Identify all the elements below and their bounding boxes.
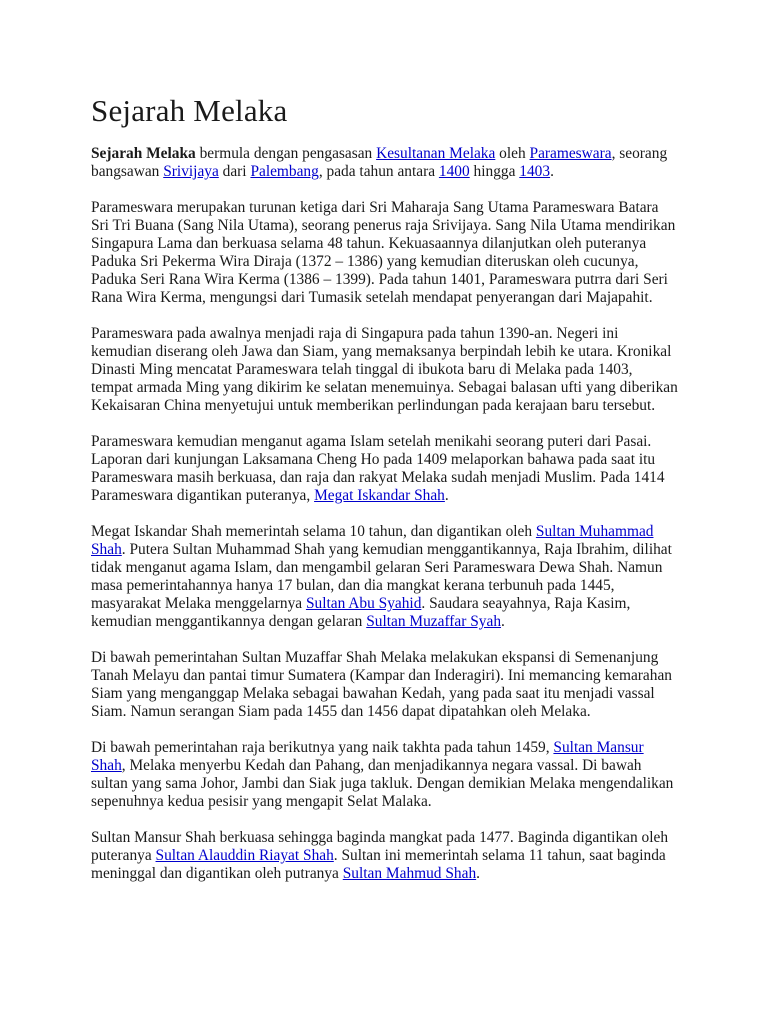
- paragraph-text: dari: [218, 163, 251, 180]
- paragraph-text: , pada tahun antara: [318, 163, 439, 180]
- paragraph-text: Megat Iskandar Shah memerintah selama 10 tahun, dan digantikan oleh: [91, 523, 536, 540]
- inline-link[interactable]: Srivijaya: [163, 163, 219, 180]
- inline-link[interactable]: Sultan Muhammad Shah: [91, 523, 654, 558]
- paragraph-text: . Saudara seayahnya, Raja Kasim, kemudian menggantikannya dengan gelaran: [91, 595, 631, 630]
- inline-link[interactable]: 1400: [438, 163, 470, 180]
- article-body: [91, 145, 678, 883]
- inline-link[interactable]: Kesultanan Melaka: [376, 145, 496, 162]
- paragraph-text: Parameswara merupakan turunan ketiga dari Sri Maharaja Sang Utama Parameswara Batara Sri Tri Buana (Sang Nila Utama), seorang penerus raja Srivijaya. Sang Nila Utama mendirikan Singapura Lama dan berkuasa selama 48 tahun. Kekuasaannya dilanjutkan oleh puteranya Paduka Sri Pekerma Wira Diraja (1372 – 1386) yang kemudian diteruskan oleh cucunya, Paduka Seri Rana Wira Kerma (1386 – 1399). Pada tahun 1401, Parameswara putrra dari Seri Rana Wira Kerma, mengungsi dari Tumasik setelah mendapat penyerangan dari Majapahit.: [91, 199, 676, 306]
- paragraph: [91, 829, 678, 883]
- paragraph-text: Sultan Mansur Shah berkuasa sehingga baginda mangkat pada 1477. Baginda digantikan oleh puteranya: [91, 829, 669, 864]
- paragraph-text: .: [444, 487, 449, 504]
- inline-link[interactable]: Sultan Mahmud Shah: [342, 865, 477, 882]
- paragraph: [91, 325, 678, 415]
- paragraph-text: , Melaka menyerbu Kedah dan Pahang, dan menjadikannya negara vassal. Di bawah sultan yang sama Johor, Jambi dan Siak juga takluk. Dengan demikian Melaka mengendalikan sepenuhnya kedua pesisir yang mengapit Selat Malaka.: [91, 757, 674, 810]
- paragraph: [91, 145, 678, 181]
- inline-link[interactable]: Sultan Abu Syahid: [305, 595, 422, 612]
- inline-link[interactable]: 1403: [519, 163, 551, 180]
- paragraph: [91, 523, 678, 631]
- inline-link[interactable]: Sultan Muzaffar Syah: [366, 613, 502, 630]
- paragraph: [91, 199, 678, 307]
- paragraph-text: . Sultan ini memerintah selama 11 tahun, saat baginda meninggal dan digantikan oleh putranya: [91, 847, 666, 882]
- page-title: Sejarah Melaka: [91, 93, 288, 128]
- paragraph: [91, 433, 678, 505]
- inline-link[interactable]: Sultan Mansur Shah: [91, 739, 644, 774]
- inline-link[interactable]: Megat Iskandar Shah: [314, 487, 445, 504]
- inline-link[interactable]: Parameswara: [529, 145, 612, 162]
- inline-link[interactable]: Palembang: [250, 163, 319, 180]
- paragraph-text: , seorang bangsawan: [91, 145, 668, 180]
- inline-link[interactable]: Sultan Alauddin Riayat Shah: [155, 847, 334, 864]
- paragraph-text: . Putera Sultan Muhammad Shah yang kemudian menggantikannya, Raja Ibrahim, dilihat tidak menganut agama Islam, dan mengambil gelaran Seri Parameswara Dewa Shah. Namun masa pemerintahannya hanya 17 bulan, dan dia mangkat kerana terbunuh pada 1445, masyarakat Melaka menggelarnya: [91, 541, 672, 612]
- paragraph-text: .: [550, 163, 554, 180]
- paragraph-text: Di bawah pemerintahan Sultan Muzaffar Shah Melaka melakukan ekspansi di Semenanjung Tanah Melayu dan pantai timur Sumatera (Kampar dan Inderagiri). Ini memancing kemarahan Siam yang menganggap Melaka sebagai bawahan Kedah, yang pada saat itu menjadi vassal Siam. Namun serangan Siam pada 1455 dan 1456 dapat dipatahkan oleh Melaka.: [91, 649, 672, 720]
- paragraph-text: .: [476, 865, 480, 882]
- bold-term: Sejarah Melaka: [91, 145, 196, 162]
- paragraph-text: Parameswara kemudian menganut agama Islam setelah menikahi seorang puteri dari Pasai. Laporan dari kunjungan Laksamana Cheng Ho pada 1409 melaporkan bahawa pada saat itu Parameswara masih berkuasa, dan raja dan rakyat Melaka sudah menjadi Muslim. Pada 1414 Parameswara digantikan puteranya,: [91, 433, 665, 504]
- paragraph: [91, 649, 678, 721]
- paragraph-text: oleh: [495, 145, 530, 162]
- paragraph-text: bermula dengan pengasasan: [195, 145, 377, 162]
- paragraph-text: Parameswara pada awalnya menjadi raja di Singapura pada tahun 1390-an. Negeri ini kemudian diserang oleh Jawa dan Siam, yang memaksanya berpindah lebih ke utara. Kronikal Dinasti Ming mencatat Parameswara telah tinggal di ibukota baru di Melaka pada 1403, tempat armada Ming yang dikirim ke selatan menemuinya. Sebagai balasan ufti yang diberikan Kekaisaran China menyetujui untuk memberikan perlindungan pada kerajaan baru tersebut.: [91, 325, 678, 414]
- paragraph-text: hingga: [469, 163, 520, 180]
- paragraph-text: Di bawah pemerintahan raja berikutnya yang naik takhta pada tahun 1459,: [91, 739, 554, 756]
- paragraph-text: .: [501, 613, 505, 630]
- paragraph: [91, 739, 678, 811]
